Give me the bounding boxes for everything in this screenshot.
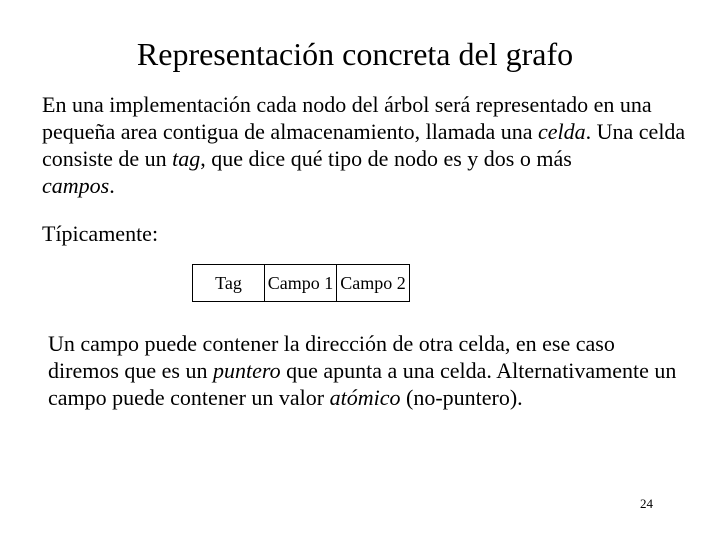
text-segment: que apunta a una celda. Alternativamente un campo puede contener un valor [48, 358, 677, 410]
text-segment: Un campo puede contener la dirección de otra celda, en ese caso diremos que es un [48, 331, 615, 383]
cell-tag-box: Tag [193, 265, 265, 301]
text-segment: En una implementación cada nodo del árbol será representado en una pequeña area contigua de almacenamiento, llamada una [42, 92, 652, 144]
cell-field1-box: Campo 1 [265, 265, 337, 301]
text-segment: . [109, 173, 115, 198]
paragraph-cell-definition [42, 91, 717, 199]
cell-diagram [192, 264, 410, 302]
emphasis-atomico: atómico [329, 385, 401, 410]
emphasis-campos: campos [42, 173, 110, 198]
slide-title: Representación concreta del grafo [136, 36, 574, 72]
cell-field2-box: Campo 2 [340, 273, 406, 293]
page-number: 24 [640, 496, 653, 511]
paragraph-tipicamente: Típicamente: [42, 221, 159, 246]
text-segment: , que dice qué tipo de nodo es y dos o más [200, 146, 572, 171]
text-segment: (no-puntero). [400, 385, 523, 410]
paragraph-pointer-definition [48, 330, 688, 411]
emphasis-celda: celda [537, 119, 586, 144]
emphasis-tag: tag [172, 146, 201, 171]
text-segment: . Una celda consiste de un [42, 119, 686, 171]
emphasis-puntero: puntero [212, 358, 281, 383]
